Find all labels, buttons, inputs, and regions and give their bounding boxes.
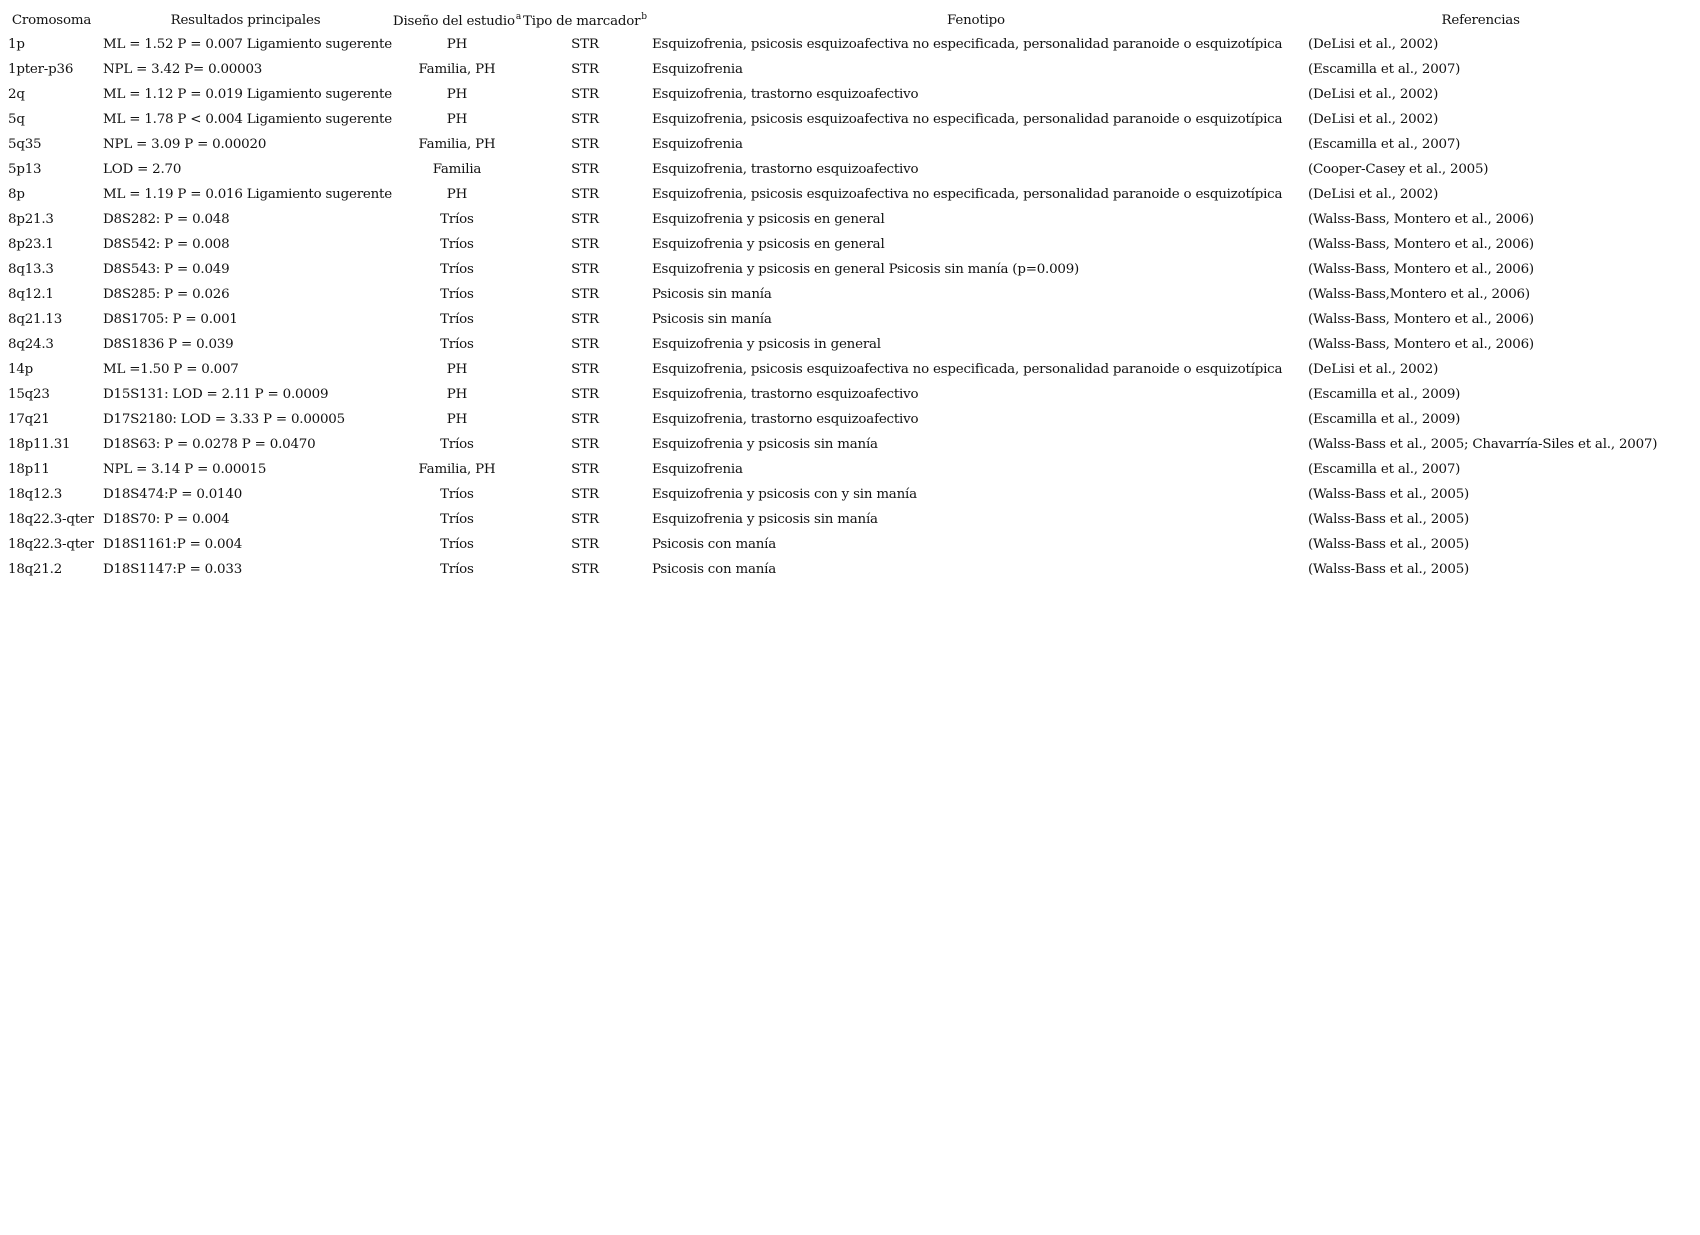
cell-diseno: PH <box>446 112 468 127</box>
cell-referencias: (Cooper-Casey et al., 2005) <box>1307 162 1489 177</box>
cell-referencias: (Escamilla et al., 2007) <box>1307 137 1461 152</box>
cell-fenotipo: Esquizofrenia <box>651 137 743 152</box>
cell-fenotipo: Esquizofrenia, trastorno esquizoafectivo <box>651 162 919 177</box>
cell-referencias: (Walss-Bass, Montero et al., 2006) <box>1307 212 1534 227</box>
header-diseno <box>392 8 522 32</box>
cell-diseno: PH <box>446 187 468 202</box>
table-body <box>4 32 1657 582</box>
cell-fenotipo: Psicosis con manía <box>651 537 777 552</box>
cell-cromosoma: 18p11 <box>8 462 50 477</box>
cell-referencias: (DeLisi et al., 2002) <box>1307 37 1439 52</box>
header-tipo-label: Tipo de marcador <box>523 13 641 29</box>
cell-cromosoma: 17q21 <box>8 412 50 427</box>
cell-diseno: PH <box>446 362 468 377</box>
cell-cromosoma: 8p23.1 <box>8 237 54 252</box>
cell-fenotipo: Esquizofrenia y psicosis con y sin manía <box>651 487 917 502</box>
cell-cromosoma: 5q35 <box>8 137 42 152</box>
cell-tipo: STR <box>571 112 599 127</box>
header-cromosoma: Cromosoma <box>11 12 92 28</box>
table-row <box>4 107 1657 132</box>
table-row <box>4 282 1657 307</box>
linkage-table <box>4 8 1657 582</box>
table-row <box>4 432 1657 457</box>
cell-resultados: D18S63: P = 0.0278 P = 0.0470 <box>103 437 316 452</box>
cell-diseno: PH <box>446 412 468 427</box>
table-row <box>4 232 1657 257</box>
cell-tipo: STR <box>571 237 599 252</box>
cell-fenotipo: Esquizofrenia <box>651 62 743 77</box>
cell-tipo: STR <box>571 537 599 552</box>
cell-resultados: ML =1.50 P = 0.007 <box>103 362 239 377</box>
table-row <box>4 482 1657 507</box>
cell-referencias: (Escamilla et al., 2009) <box>1307 412 1461 427</box>
table-header-row <box>4 8 1657 32</box>
cell-diseno: Tríos <box>440 262 474 277</box>
cell-cromosoma: 5p13 <box>8 162 42 177</box>
cell-resultados: D8S282: P = 0.048 <box>103 212 230 227</box>
cell-tipo: STR <box>571 37 599 52</box>
cell-diseno: Tríos <box>440 437 474 452</box>
cell-tipo: STR <box>571 387 599 402</box>
cell-tipo: STR <box>571 162 599 177</box>
table-row <box>4 382 1657 407</box>
cell-diseno: Tríos <box>440 212 474 227</box>
cell-cromosoma: 15q23 <box>8 387 50 402</box>
cell-resultados: NPL = 3.14 P = 0.00015 <box>103 462 267 477</box>
cell-tipo: STR <box>571 137 599 152</box>
cell-diseno: Tríos <box>440 487 474 502</box>
cell-referencias: (Walss-Bass,Montero et al., 2006) <box>1307 287 1530 302</box>
cell-tipo: STR <box>571 187 599 202</box>
cell-tipo: STR <box>571 412 599 427</box>
cell-cromosoma: 14p <box>8 362 34 377</box>
cell-referencias: (DeLisi et al., 2002) <box>1307 112 1439 127</box>
cell-fenotipo: Esquizofrenia y psicosis sin manía <box>651 512 878 527</box>
cell-resultados: D8S543: P = 0.049 <box>103 262 230 277</box>
table-row <box>4 532 1657 557</box>
cell-tipo: STR <box>571 262 599 277</box>
cell-resultados: D18S1161:P = 0.004 <box>103 537 243 552</box>
table-row <box>4 507 1657 532</box>
cell-diseno: PH <box>446 387 468 402</box>
cell-fenotipo: Esquizofrenia, trastorno esquizoafectivo <box>651 87 919 102</box>
table-row <box>4 57 1657 82</box>
table-row <box>4 557 1657 582</box>
cell-diseno: Tríos <box>440 287 474 302</box>
cell-referencias: (Escamilla et al., 2009) <box>1307 387 1461 402</box>
cell-referencias: (DeLisi et al., 2002) <box>1307 187 1439 202</box>
cell-resultados: NPL = 3.09 P = 0.00020 <box>103 137 267 152</box>
cell-fenotipo: Esquizofrenia <box>651 462 743 477</box>
cell-cromosoma: 8q12.1 <box>8 287 54 302</box>
cell-tipo: STR <box>571 437 599 452</box>
cell-referencias: (Walss-Bass et al., 2005; Chavarría-Siles et al., 2007) <box>1307 437 1658 452</box>
table-row <box>4 207 1657 232</box>
cell-fenotipo: Esquizofrenia, psicosis esquizoafectiva no especificada, personalidad paranoide o esquizotípica <box>651 187 1283 202</box>
table-row <box>4 157 1657 182</box>
cell-referencias: (DeLisi et al., 2002) <box>1307 87 1439 102</box>
cell-resultados: ML = 1.19 P = 0.016 Ligamiento sugerente <box>103 187 392 202</box>
table-row <box>4 357 1657 382</box>
cell-cromosoma: 1p <box>8 37 25 52</box>
cell-referencias: (Walss-Bass et al., 2005) <box>1307 487 1470 502</box>
cell-diseno: Tríos <box>440 537 474 552</box>
cell-fenotipo: Esquizofrenia, trastorno esquizoafectivo <box>651 387 919 402</box>
cell-cromosoma: 8p <box>8 187 25 202</box>
header-tipo-footnote: b <box>641 11 647 22</box>
cell-resultados: NPL = 3.42 P= 0.00003 <box>103 62 263 77</box>
cell-cromosoma: 8p21.3 <box>8 212 54 227</box>
cell-referencias: (Escamilla et al., 2007) <box>1307 462 1461 477</box>
header-resultados: Resultados principales <box>170 12 321 28</box>
cell-tipo: STR <box>571 512 599 527</box>
cell-fenotipo: Psicosis sin manía <box>651 287 772 302</box>
cell-cromosoma: 8q24.3 <box>8 337 54 352</box>
cell-diseno: Tríos <box>440 512 474 527</box>
cell-diseno: Familia, PH <box>418 462 496 477</box>
cell-tipo: STR <box>571 462 599 477</box>
cell-resultados: ML = 1.78 P < 0.004 Ligamiento sugerente <box>103 112 392 127</box>
table-row <box>4 257 1657 282</box>
cell-diseno: PH <box>446 37 468 52</box>
cell-fenotipo: Esquizofrenia y psicosis sin manía <box>651 437 878 452</box>
cell-resultados: D18S70: P = 0.004 <box>103 512 230 527</box>
cell-resultados: D8S1836 P = 0.039 <box>103 337 234 352</box>
table-row <box>4 407 1657 432</box>
table-row <box>4 307 1657 332</box>
cell-cromosoma: 8q21.13 <box>8 312 63 327</box>
cell-fenotipo: Esquizofrenia y psicosis en general <box>651 237 885 252</box>
cell-tipo: STR <box>571 562 599 577</box>
header-fenotipo: Fenotipo <box>947 12 1005 28</box>
cell-resultados: D8S1705: P = 0.001 <box>103 312 238 327</box>
cell-resultados: D18S1147:P = 0.033 <box>103 562 243 577</box>
table-row <box>4 32 1657 57</box>
cell-diseno: Tríos <box>440 562 474 577</box>
cell-tipo: STR <box>571 87 599 102</box>
cell-cromosoma: 18q22.3-qter <box>8 512 94 527</box>
cell-referencias: (Walss-Bass, Montero et al., 2006) <box>1307 337 1534 352</box>
cell-referencias: (Walss-Bass, Montero et al., 2006) <box>1307 237 1534 252</box>
header-diseno-footnote: a <box>515 11 521 22</box>
cell-resultados: D8S285: P = 0.026 <box>103 287 230 302</box>
cell-fenotipo: Esquizofrenia, psicosis esquizoafectiva no especificada, personalidad paranoide o esquizotípica <box>651 37 1283 52</box>
cell-referencias: (DeLisi et al., 2002) <box>1307 362 1439 377</box>
cell-cromosoma: 18q12.3 <box>8 487 63 502</box>
cell-tipo: STR <box>571 337 599 352</box>
cell-resultados: LOD = 2.70 <box>103 162 182 177</box>
cell-tipo: STR <box>571 287 599 302</box>
cell-referencias: (Walss-Bass et al., 2005) <box>1307 512 1470 527</box>
cell-resultados: ML = 1.12 P = 0.019 Ligamiento sugerente <box>103 87 392 102</box>
cell-fenotipo: Esquizofrenia y psicosis en general <box>651 212 885 227</box>
cell-fenotipo: Esquizofrenia, psicosis esquizoafectiva no especificada, personalidad paranoide o esquizotípica <box>651 112 1283 127</box>
cell-cromosoma: 8q13.3 <box>8 262 54 277</box>
cell-diseno: Familia, PH <box>418 62 496 77</box>
cell-diseno: Tríos <box>440 312 474 327</box>
cell-diseno: Familia <box>432 162 482 177</box>
cell-fenotipo: Psicosis sin manía <box>651 312 772 327</box>
cell-resultados: D18S474:P = 0.0140 <box>103 487 243 502</box>
cell-diseno: Tríos <box>440 337 474 352</box>
cell-tipo: STR <box>571 362 599 377</box>
cell-resultados: D17S2180: LOD = 3.33 P = 0.00005 <box>103 412 345 427</box>
cell-diseno: Tríos <box>440 237 474 252</box>
cell-tipo: STR <box>571 212 599 227</box>
cell-referencias: (Walss-Bass et al., 2005) <box>1307 562 1470 577</box>
header-tipo <box>522 8 648 32</box>
table-row <box>4 182 1657 207</box>
cell-fenotipo: Esquizofrenia, psicosis esquizoafectiva no especificada, personalidad paranoide o esquizotípica <box>651 362 1283 377</box>
cell-cromosoma: 18q22.3-qter <box>8 537 94 552</box>
cell-tipo: STR <box>571 62 599 77</box>
cell-referencias: (Walss-Bass, Montero et al., 2006) <box>1307 262 1534 277</box>
cell-fenotipo: Esquizofrenia y psicosis in general <box>651 337 881 352</box>
cell-cromosoma: 1pter-p36 <box>8 62 74 77</box>
cell-fenotipo: Esquizofrenia y psicosis en general Psicosis sin manía (p=0.009) <box>651 262 1080 277</box>
cell-diseno: PH <box>446 87 468 102</box>
header-diseno-label: Diseño del estudio <box>392 13 515 29</box>
cell-resultados: D8S542: P = 0.008 <box>103 237 230 252</box>
cell-tipo: STR <box>571 487 599 502</box>
cell-cromosoma: 18p11.31 <box>8 437 71 452</box>
header-referencias: Referencias <box>1441 12 1520 28</box>
cell-resultados: ML = 1.52 P = 0.007 Ligamiento sugerente <box>103 37 392 52</box>
cell-cromosoma: 5q <box>8 112 25 127</box>
cell-diseno: Familia, PH <box>418 137 496 152</box>
cell-cromosoma: 18q21.2 <box>8 562 63 577</box>
cell-referencias: (Walss-Bass, Montero et al., 2006) <box>1307 312 1534 327</box>
cell-resultados: D15S131: LOD = 2.11 P = 0.0009 <box>103 387 329 402</box>
cell-referencias: (Walss-Bass et al., 2005) <box>1307 537 1470 552</box>
cell-tipo: STR <box>571 312 599 327</box>
cell-fenotipo: Psicosis con manía <box>651 562 777 577</box>
cell-referencias: (Escamilla et al., 2007) <box>1307 62 1461 77</box>
table-row <box>4 132 1657 157</box>
table-row <box>4 82 1657 107</box>
cell-cromosoma: 2q <box>8 87 25 102</box>
table-row <box>4 332 1657 357</box>
cell-fenotipo: Esquizofrenia, trastorno esquizoafectivo <box>651 412 919 427</box>
table-row <box>4 457 1657 482</box>
